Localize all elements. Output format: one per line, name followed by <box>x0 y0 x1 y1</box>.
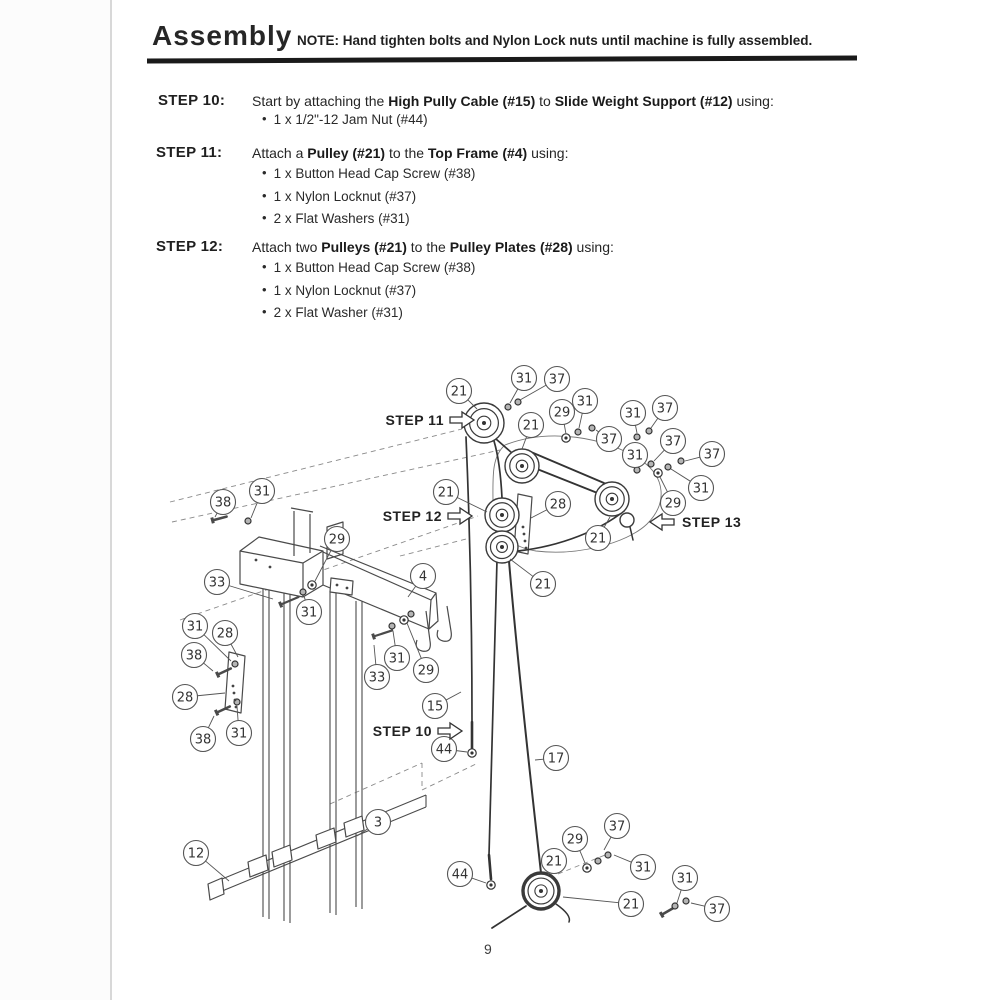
svg-text:31: 31 <box>388 651 406 667</box>
callout-29 <box>414 658 439 683</box>
callout-37 <box>700 442 725 467</box>
callout-31 <box>573 389 598 414</box>
page-number: 9 <box>484 941 492 957</box>
svg-text:33: 33 <box>208 575 226 591</box>
step-12-part-2: Pulley Plates (#28) <box>449 239 573 255</box>
svg-text:12: 12 <box>187 846 205 862</box>
svg-text:37: 37 <box>548 372 566 388</box>
svg-text:37: 37 <box>708 902 726 918</box>
callout-31 <box>183 614 208 639</box>
step-11-part-2: Top Frame (#4) <box>427 145 528 161</box>
callout-37 <box>545 367 570 392</box>
pin-icon <box>373 628 393 640</box>
callout-28 <box>213 621 238 646</box>
svg-text:38: 38 <box>214 495 232 511</box>
bullet-icon: • <box>262 187 267 203</box>
assembly-note: NOTE: Hand tighten bolts and Nylon Lock nuts until machine is fully assembled. <box>297 33 813 48</box>
svg-text:15: 15 <box>426 699 444 715</box>
svg-text:29: 29 <box>566 832 584 848</box>
diagram-label-step-11 <box>385 412 474 428</box>
svg-text:31: 31 <box>186 619 204 635</box>
svg-text:37: 37 <box>664 434 682 450</box>
list-item: • 1 x Nylon Locknut (#37) <box>262 187 417 204</box>
callout-21 <box>447 379 472 404</box>
svg-text:31: 31 <box>576 394 594 410</box>
callout-21 <box>434 480 459 505</box>
bullet-icon: • <box>262 210 267 225</box>
svg-text:STEP 10: STEP 10 <box>372 723 432 739</box>
callout-29 <box>550 400 575 425</box>
svg-text:21: 21 <box>450 384 468 400</box>
callout-21 <box>519 413 544 438</box>
callout-29 <box>563 827 588 852</box>
svg-text:31: 31 <box>230 726 248 742</box>
callout-38 <box>191 727 216 752</box>
list-item: • 1 x Nylon Locknut (#37) <box>262 281 417 298</box>
svg-text:29: 29 <box>664 496 682 512</box>
callout-28 <box>173 685 198 710</box>
step-12-intro: Attach two Pulleys (#21) to the Pulley Plates (#28) using: <box>252 239 614 255</box>
svg-text:37: 37 <box>703 447 721 463</box>
svg-text:28: 28 <box>549 497 567 513</box>
callout-31 <box>673 866 698 891</box>
callout-37 <box>605 814 630 839</box>
svg-text:21: 21 <box>589 531 607 547</box>
diagram-label-step-10 <box>373 723 462 739</box>
callout-44 <box>432 737 457 762</box>
step-10-text: Start by attaching the <box>252 93 389 109</box>
svg-text:29: 29 <box>417 663 435 679</box>
list-item: • 2 x Flat Washer (#31) <box>262 304 403 320</box>
svg-text:28: 28 <box>216 626 234 642</box>
step-11-label: STEP 11: <box>156 144 223 161</box>
bullet-icon: • <box>262 111 267 126</box>
svg-text:21: 21 <box>622 897 640 913</box>
callout-21 <box>531 572 556 597</box>
diagram-label-step-12 <box>383 508 472 524</box>
callout-37 <box>653 396 678 421</box>
screw-icon <box>212 514 228 524</box>
callout-31 <box>631 855 656 880</box>
callout-29 <box>661 491 686 516</box>
callout-15 <box>423 694 448 719</box>
callout-37 <box>661 429 686 454</box>
callout-44 <box>448 862 473 887</box>
step-10-label: STEP 10: <box>158 92 226 109</box>
list-item: • 1 x Button Head Cap Screw (#38) <box>262 259 476 275</box>
svg-text:31: 31 <box>634 860 652 876</box>
svg-text:31: 31 <box>253 484 271 500</box>
svg-text:STEP 12: STEP 12 <box>382 508 442 524</box>
callout-29 <box>325 527 350 552</box>
svg-text:21: 21 <box>545 854 563 870</box>
callout-28 <box>546 492 571 517</box>
svg-text:33: 33 <box>368 670 386 686</box>
page-title: Assembly <box>152 20 293 51</box>
svg-text:21: 21 <box>534 577 552 593</box>
svg-text:44: 44 <box>435 742 453 758</box>
svg-text:29: 29 <box>553 405 571 421</box>
svg-text:31: 31 <box>300 605 318 621</box>
callout-33 <box>365 665 390 690</box>
svg-text:37: 37 <box>656 401 674 417</box>
callout-31 <box>250 479 275 504</box>
svg-text:37: 37 <box>608 819 626 835</box>
bullet-icon: • <box>262 281 267 297</box>
callout-31 <box>689 476 714 501</box>
callout-4 <box>411 564 436 589</box>
svg-text:44: 44 <box>451 867 469 883</box>
pulley-icon <box>595 482 629 516</box>
list-item: • 1 x Button Head Cap Screw (#38) <box>262 165 476 181</box>
callout-31 <box>385 646 410 671</box>
bullet-icon: • <box>262 259 267 274</box>
svg-text:28: 28 <box>176 690 194 706</box>
callout-31 <box>297 600 322 625</box>
step-10-intro: Start by attaching the High Pully Cable (#15) to Slide Weight Support (#12) using: <box>252 93 774 109</box>
svg-text:21: 21 <box>437 485 455 501</box>
svg-text:21: 21 <box>522 418 540 434</box>
callout-21 <box>542 849 567 874</box>
svg-text:31: 31 <box>624 406 642 422</box>
callout-31 <box>623 443 648 468</box>
callout-21 <box>586 526 611 551</box>
callout-37 <box>705 897 730 922</box>
bullet-icon: • <box>262 165 267 180</box>
svg-text:31: 31 <box>626 448 644 464</box>
callout-3 <box>366 810 391 835</box>
callout-12 <box>184 841 209 866</box>
svg-text:STEP 11: STEP 11 <box>385 412 444 428</box>
callout-balloons <box>173 366 730 922</box>
list-item: • 1 x 1/2"-12 Jam Nut (#44) <box>262 111 428 127</box>
list-item: • 2 x Flat Washers (#31) <box>262 210 410 226</box>
svg-text:4: 4 <box>418 569 428 585</box>
callout-37 <box>597 427 622 452</box>
svg-text:38: 38 <box>194 732 212 748</box>
step-11-intro: Attach a Pulley (#21) to the Top Frame (#4) using: <box>252 145 569 161</box>
pulley-icon <box>486 531 518 563</box>
svg-text:3: 3 <box>373 815 383 831</box>
svg-text:29: 29 <box>328 532 346 548</box>
step-12-label: STEP 12: <box>156 238 224 255</box>
callout-33 <box>205 570 230 595</box>
callout-21 <box>619 892 644 917</box>
step-11-part-1: Pulley (#21) <box>307 145 386 161</box>
svg-text:38: 38 <box>185 648 203 664</box>
svg-text:17: 17 <box>547 751 565 767</box>
callout-31 <box>512 366 537 391</box>
svg-text:31: 31 <box>515 371 533 387</box>
pulley-icon <box>523 873 559 909</box>
pulley-icon <box>485 498 519 532</box>
step-12-part-1: Pulleys (#21) <box>321 239 407 255</box>
callout-31 <box>621 401 646 426</box>
svg-text:31: 31 <box>676 871 694 887</box>
svg-text:STEP 13: STEP 13 <box>682 514 742 530</box>
callout-17 <box>544 746 569 771</box>
bullet-icon: • <box>262 304 267 319</box>
callout-38 <box>211 490 236 515</box>
pulley-icon <box>505 449 539 483</box>
callout-38 <box>182 643 207 668</box>
hardware <box>212 399 689 917</box>
svg-text:31: 31 <box>692 481 710 497</box>
callout-31 <box>227 721 252 746</box>
step-10-part-1: High Pully Cable (#15) <box>388 93 536 109</box>
diagram-label-step-13 <box>650 514 741 530</box>
svg-text:37: 37 <box>600 432 618 448</box>
step-10-part-2: Slide Weight Support (#12) <box>554 93 733 109</box>
